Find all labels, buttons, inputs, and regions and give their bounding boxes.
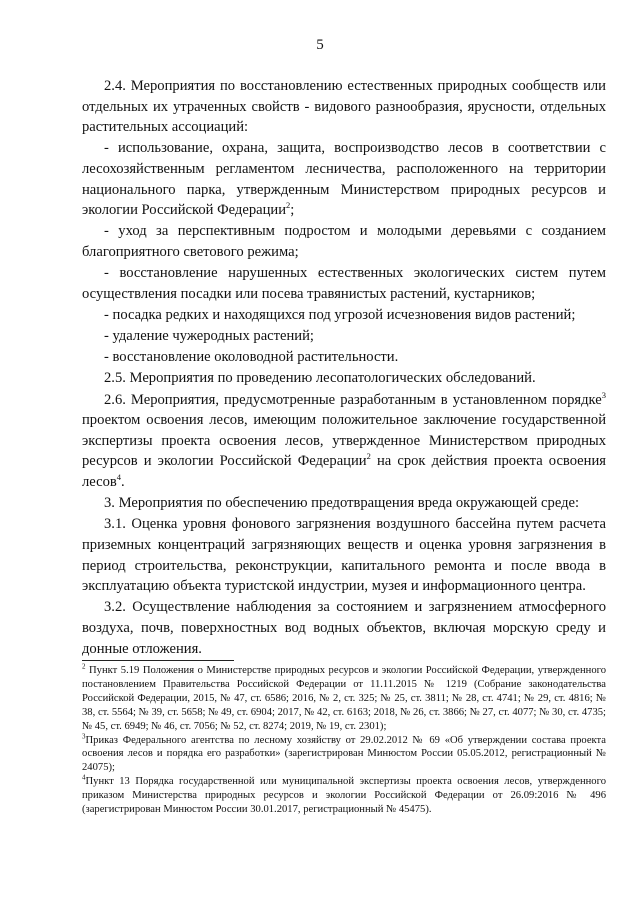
footnote-3-mark: 3: [82, 732, 86, 740]
footnote-3: [82, 734, 606, 776]
footnote-ref-4: 4: [116, 472, 122, 483]
paragraph-2-6-text: 2.6. Мероприятия, предусмотренные разработанным в установленном порядке: [104, 391, 602, 408]
paragraph-forest-use-end: ;: [290, 202, 295, 219]
paragraph-undergrowth-care-text: - уход за перспективным подростом и молодыми деревьями с созданием благоприятного светового режима;: [82, 223, 606, 260]
paragraph-2-5: [82, 368, 606, 389]
footnote-2: [82, 664, 606, 734]
paragraph-forest-use-text: - использование, охрана, защита, воспроизводство лесов в соответствии с лесохозяйственным регламентом лесничества, расположенного на территории национального парка, утвержденным Министерством природных ресурсов и экологии Российской Федерации: [82, 140, 606, 219]
paragraph-alien-plants-text: - удаление чужеродных растений;: [104, 328, 314, 345]
paragraph-alien-plants: [82, 326, 606, 347]
paragraph-3-2-text: 3.2. Осуществление наблюдения за состоянием и загрязнением атмосферного воздуха, почв, поверхностных вод водных объектов, включая морскую среду и донные отложения.: [82, 599, 606, 657]
footnote-4-text: Пункт 13 Порядка государственной или муниципальной экспертизы проекта освоения лесов, утвержденного приказом Министерства природных ресурсов и экологии Российской Федерации от 26.09:2016 № 496 (зарегистрирован Минюстом России 30.01.2017, регистрационный № 45475).: [82, 776, 606, 816]
paragraph-2-4-text: 2.4. Мероприятия по восстановлению естественных природных сообществ или отдельных их утраченных свойств - видового разнообразия, ярусности, отдельных растительных ассоциаций:: [82, 78, 606, 136]
paragraph-3: [82, 493, 606, 514]
paragraph-2-6-mid: проектом освоения лесов, имеющим положительное заключение государственной экспертизы проекта освоения лесов, утвержденное Министерством природных ресурсов и экологии Российской Федерации: [82, 412, 606, 470]
footnotes: [82, 664, 606, 817]
paragraph-2-6: [82, 390, 606, 493]
footnote-2-mark: 2: [82, 662, 86, 671]
paragraph-2-4: [82, 76, 606, 138]
footnote-ref-3: 3: [601, 389, 606, 400]
paragraph-rare-plants: [82, 305, 606, 326]
paragraph-2-6-end: .: [121, 474, 125, 491]
paragraph-3-1-text: 3.1. Оценка уровня фонового загрязнения воздушного бассейна путем расчета приземных концентраций загрязняющих веществ и оценка уровня загрязнения в период строительства, реконструкции, капитального ремонта и после ввода в эксплуатацию объекта туристской индустрии, музея и информационного центра.: [82, 516, 606, 595]
paragraph-2-5-text: 2.5. Мероприятия по проведению лесопатологических обследований.: [104, 370, 536, 387]
footnote-ref-2b: 2: [366, 451, 371, 462]
footnote-3-text: Приказ Федерального агентства по лесному хозяйству от 29.02.2012 № 69 «Об утверждении состава проекта освоения лесов и порядка его разработки» (зарегистрирован Минюстом России 05.05.2012, регистрационный № 24075);: [82, 734, 606, 774]
footnote-divider: [82, 660, 234, 661]
footnote-ref-2: 2: [286, 200, 291, 211]
document-body: [82, 76, 606, 660]
footnote-2-text: Пункт 5.19 Положения о Министерстве природных ресурсов и экологии Российской Федерации, утвержденного постановлением Правительства Российской Федерации от 11.11.2015 № 1219 (Собрание законодательства Российской Федерации, 2015, № 47, ст. 6586; 2016, № 2, ст. 325; № 25, ст. 3811; № 28, ст. 4741; № 29, ст. 4816; № 38, ст. 5564; № 39, ст. 5658; № 49, ст. 6904; 2017, № 42, ст. 6163; 2018, № 26, ст. 3866; № 27, ст. 4077; № 30, ст. 4735; № 45, ст. 6949; № 46, ст. 7056; № 52, ст. 8274; 2019, № 19, ст. 2301);: [82, 665, 606, 732]
paragraph-undergrowth-care: [82, 221, 606, 262]
paragraph-3-2: [82, 597, 606, 659]
paragraph-riparian-vegetation: [82, 347, 606, 368]
paragraph-3-1: [82, 514, 606, 596]
paragraph-rare-plants-text: - посадка редких и находящихся под угрозой исчезновения видов растений;: [104, 306, 576, 323]
page-number: 5: [316, 37, 324, 53]
footnote-4: [82, 775, 606, 817]
footnote-4-mark: 4: [82, 773, 86, 782]
paragraph-3-text: 3. Мероприятия по обеспечению предотвращения вреда окружающей среде:: [104, 495, 580, 512]
paragraph-ecosystem-restoration: [82, 263, 606, 304]
paragraph-2-6-tail: на срок действия проекта освоения лесов: [82, 453, 606, 491]
paragraph-forest-use: [82, 138, 606, 220]
paragraph-ecosystem-restoration-text: - восстановление нарушенных естественных экологических систем путем осуществления посадки или посева травянистых растений, кустарников;: [82, 265, 606, 302]
paragraph-riparian-vegetation-text: - восстановление околоводной растительности.: [104, 349, 399, 366]
